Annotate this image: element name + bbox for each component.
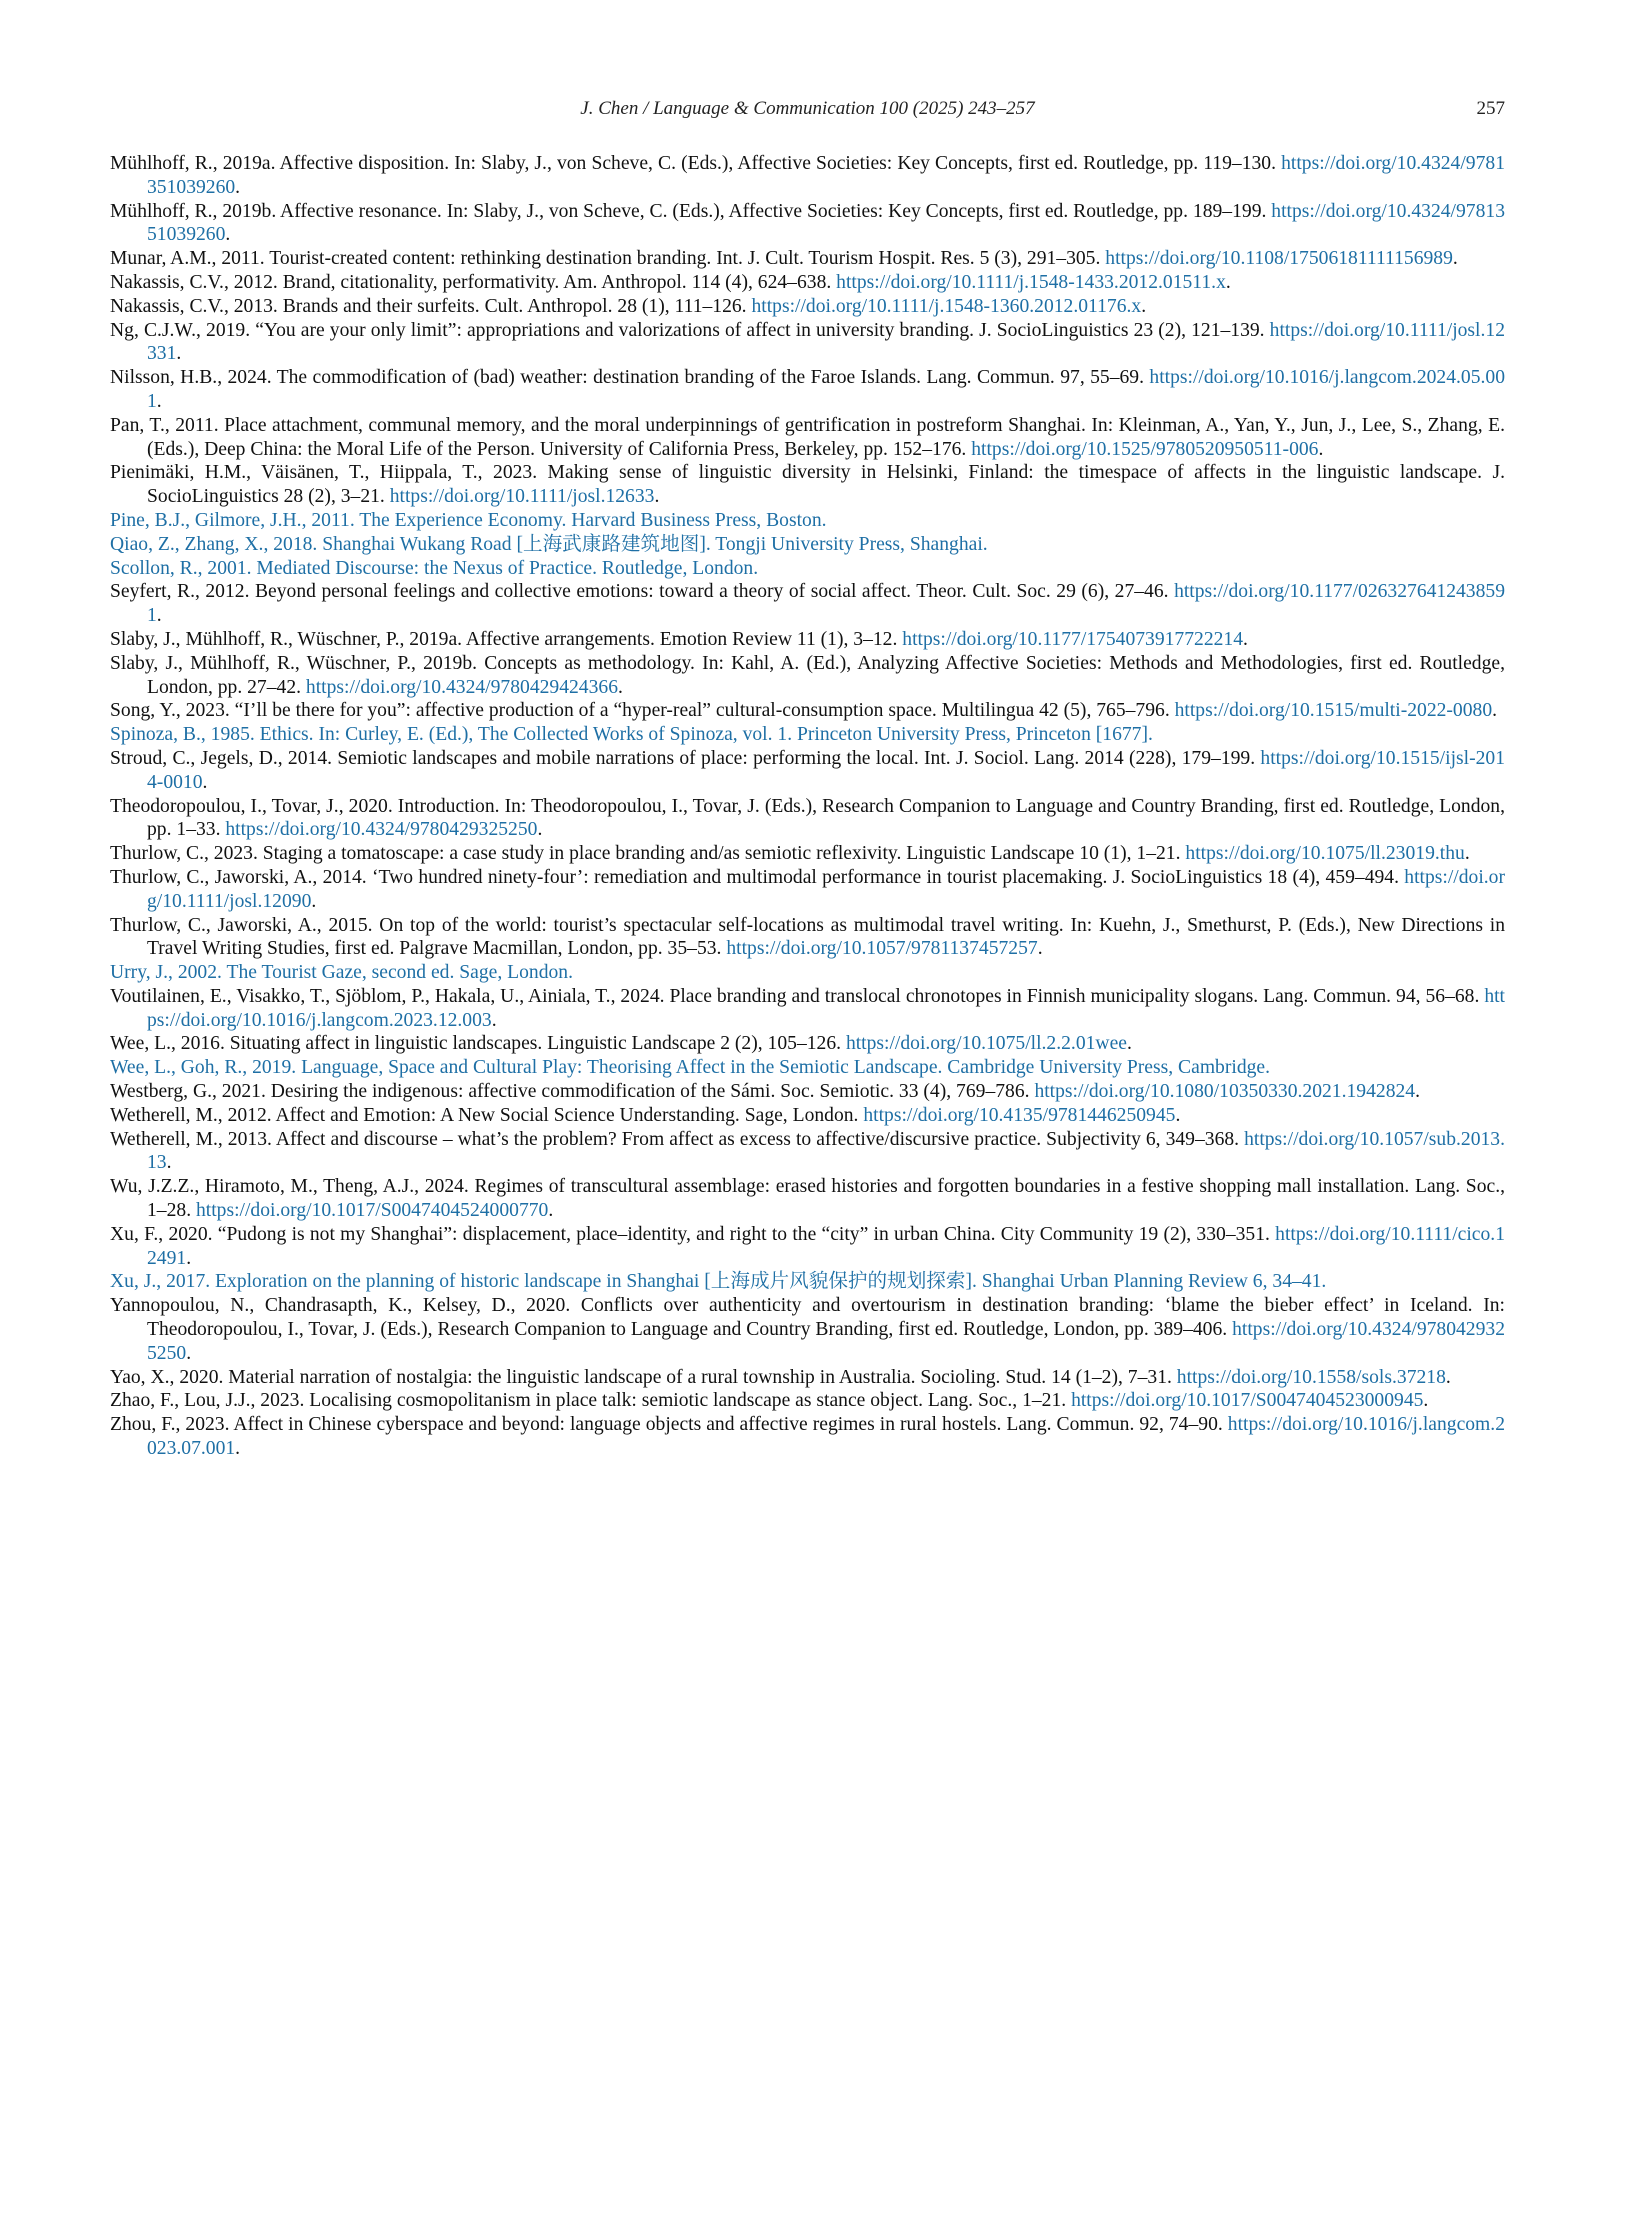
reference-end-punctuation: . xyxy=(235,176,241,198)
reference-end-punctuation: . xyxy=(1175,1104,1181,1126)
doi-link[interactable]: https://doi.org/10.1111/j.1548-1433.2012.01511.x xyxy=(836,271,1226,293)
reference-end-punctuation: . xyxy=(1464,843,1470,865)
reference-text: Wetherell, M., 2012. Affect and Emotion: A New Social Science Understanding. Sage, London. xyxy=(110,1104,864,1126)
reference-end-punctuation: . xyxy=(1225,271,1231,293)
doi-link[interactable]: https://doi.org/10.1525/9780520950511-006 xyxy=(971,438,1319,460)
reference-text: Munar, A.M., 2011. Tourist-created content: rethinking destination branding. Int. J. Cult. Tourism Hospit. Res. 5 (3), 291–305. xyxy=(110,248,1106,270)
reference-text: Theodoropoulou, I., Tovar, J., 2020. Introduction. In: Theodoropoulou, I., Tovar, J. (Eds.), Research Companion to Language and Country Branding, first ed. Routledge, London, pp. 1–33. xyxy=(110,795,1505,841)
reference-end-punctuation: . xyxy=(548,1200,554,1222)
doi-link[interactable]: https://doi.org/10.1177/0263276412438591 xyxy=(147,581,1505,627)
reference-entry[interactable] xyxy=(110,723,1505,747)
reference-entry xyxy=(110,200,1505,248)
doi-link[interactable]: https://doi.org/10.1111/josl.12090 xyxy=(147,866,1505,912)
doi-link[interactable]: https://doi.org/10.1057/sub.2013.13 xyxy=(147,1128,1505,1174)
reference-entry[interactable] xyxy=(110,961,1505,985)
reference-entry xyxy=(110,414,1505,462)
reference-text: Pine, B.J., Gilmore, J.H., 2011. The Experience Economy. Harvard Business Press, Boston. xyxy=(110,509,827,531)
reference-entry xyxy=(110,1294,1505,1365)
reference-end-punctuation: . xyxy=(1126,1033,1132,1055)
reference-text: Zhao, F., Lou, J.J., 2023. Localising cosmopolitanism in place talk: semiotic landscape as stance object. Lang. Soc., 1–21. xyxy=(110,1390,1072,1412)
reference-entry xyxy=(110,1175,1505,1223)
reference-end-punctuation: . xyxy=(186,1247,192,1269)
reference-text: Yannopoulou, N., Chandrasapth, K., Kelsey, D., 2020. Conflicts over authenticity and overtourism in destination branding: ‘blame the bieber effect’ in Iceland. In: Theodoropoulou, I., Tovar, J. (Eds.), Research Companion to Language and Country Branding, first ed. Routledge, London, pp. 389–406. xyxy=(110,1295,1505,1341)
reference-text: Thurlow, C., 2023. Staging a tomatoscape: a case study in place branding and/as semiotic reflexivity. Linguistic Landscape 10 (1), 1–21. xyxy=(110,843,1186,865)
reference-entry xyxy=(110,319,1505,367)
reference-end-punctuation: . xyxy=(311,890,317,912)
doi-link[interactable]: https://doi.org/10.1177/1754073917722214 xyxy=(902,628,1244,650)
reference-end-punctuation: . xyxy=(156,390,162,412)
reference-text: Spinoza, B., 1985. Ethics. In: Curley, E. (Ed.), The Collected Works of Spinoza, vol. 1. Princeton University Press, Princeton [1677]. xyxy=(110,724,1153,746)
reference-end-punctuation: . xyxy=(1423,1390,1429,1412)
reference-entry xyxy=(110,866,1505,914)
reference-text: Wu, J.Z.Z., Hiramoto, M., Theng, A.J., 2024. Regimes of transcultural assemblage: erased histories and forgotten boundaries in a festive shopping mall installation. Lang. Soc., 1–28. xyxy=(110,1176,1505,1222)
reference-text: Thurlow, C., Jaworski, A., 2014. ‘Two hundred ninety-four’: remediation and multimodal performance in tourist placemaking. J. SocioLinguistics 18 (4), 459–494. xyxy=(110,866,1405,888)
reference-entry xyxy=(110,985,1505,1033)
reference-text: Song, Y., 2023. “I’ll be there for you”: affective production of a “hyper-real” cultural-consumption space. Multilingua 42 (5), 765–796. xyxy=(110,700,1175,722)
reference-text: Zhou, F., 2023. Affect in Chinese cyberspace and beyond: language objects and affective regimes in rural hostels. Lang. Commun. 92, 74–90. xyxy=(110,1414,1228,1436)
reference-text: Nilsson, H.B., 2024. The commodification of (bad) weather: destination branding of the Faroe Islands. Lang. Commun. 97, 55–69. xyxy=(110,367,1150,389)
reference-text: Mühlhoff, R., 2019a. Affective disposition. In: Slaby, J., von Scheve, C. (Eds.), Affective Societies: Key Concepts, first ed. Routledge, pp. 119–130. xyxy=(110,153,1282,174)
reference-entry xyxy=(110,747,1505,795)
doi-link[interactable]: https://doi.org/10.4324/9780429325250 xyxy=(225,819,538,841)
reference-entry xyxy=(110,295,1505,319)
reference-end-punctuation: . xyxy=(202,771,208,793)
reference-text: Xu, J., 2017. Exploration on the planning of historic landscape in Shanghai [上海成片风貌保护的规划探索]. Shanghai Urban Planning Review 6, 34–41. xyxy=(110,1271,1327,1293)
reference-text: Scollon, R., 2001. Mediated Discourse: the Nexus of Practice. Routledge, London. xyxy=(110,557,759,579)
reference-text: Seyfert, R., 2012. Beyond personal feelings and collective emotions: toward a theory of social affect. Theor. Cult. Soc. 29 (6), 27–46. xyxy=(110,581,1175,603)
running-title: J. Chen / Language & Communication 100 (2025) 243–257 xyxy=(580,98,1035,119)
reference-text: Thurlow, C., Jaworski, A., 2015. On top of the world: tourist’s spectacular self-locations as multimodal travel writing. In: Kuehn, J., Smethurst, P. (Eds.), New Directions in Travel Writing Studies, first ed. Palgrave Macmillan, London, pp. 35–53. xyxy=(110,914,1505,960)
reference-entry xyxy=(110,1032,1505,1056)
reference-end-punctuation: . xyxy=(654,486,660,508)
doi-link[interactable]: https://doi.org/10.1111/cico.12491 xyxy=(147,1223,1505,1269)
doi-link[interactable]: https://doi.org/10.1057/9781137457257 xyxy=(726,938,1038,960)
reference-end-punctuation: . xyxy=(1318,438,1324,460)
reference-entry xyxy=(110,795,1505,843)
doi-link[interactable]: https://doi.org/10.1080/10350330.2021.1942824 xyxy=(1034,1081,1416,1103)
doi-link[interactable]: https://doi.org/10.1075/ll.2.2.01wee xyxy=(845,1033,1127,1055)
reference-end-punctuation: . xyxy=(235,1438,241,1460)
reference-text: Xu, F., 2020. “Pudong is not my Shanghai”: displacement, place–identity, and right to the “city” in urban China. City Community 19 (2), 330–351. xyxy=(110,1223,1276,1245)
reference-entry[interactable] xyxy=(110,509,1505,533)
reference-list xyxy=(110,152,1505,1461)
doi-link[interactable]: https://doi.org/10.1075/ll.23019.thu xyxy=(1185,843,1465,865)
reference-entry xyxy=(110,1389,1505,1413)
reference-text: Mühlhoff, R., 2019b. Affective resonance. In: Slaby, J., von Scheve, C. (Eds.), Affective Societies: Key Concepts, first ed. Routledge, pp. 189–199. xyxy=(110,200,1272,222)
reference-entry xyxy=(110,247,1505,271)
reference-text: Wetherell, M., 2013. Affect and discourse – what’s the problem? From affect as excess to affective/discursive practice. Subjectivity 6, 349–368. xyxy=(110,1128,1245,1150)
reference-entry xyxy=(110,1080,1505,1104)
reference-text: Nakassis, C.V., 2012. Brand, citationality, performativity. Am. Anthropol. 114 (4), 624–638. xyxy=(110,271,837,293)
reference-entry[interactable] xyxy=(110,533,1505,557)
reference-end-punctuation: . xyxy=(491,1009,497,1031)
reference-text: Wee, L., 2016. Situating affect in linguistic landscapes. Linguistic Landscape 2 (2), 105–126. xyxy=(110,1033,846,1055)
reference-end-punctuation: . xyxy=(166,1152,172,1174)
reference-entry xyxy=(110,1223,1505,1271)
reference-text: Westberg, G., 2021. Desiring the indigenous: affective commodification of the Sámi. Soc. Semiotic. 33 (4), 769–786. xyxy=(110,1081,1035,1103)
doi-link[interactable]: https://doi.org/10.1558/sols.37218 xyxy=(1176,1366,1446,1388)
doi-link[interactable]: https://doi.org/10.1515/multi-2022-0080 xyxy=(1174,700,1493,722)
reference-entry xyxy=(110,652,1505,700)
reference-entry[interactable] xyxy=(110,1270,1505,1294)
reference-end-punctuation: . xyxy=(1243,628,1248,650)
reference-entry xyxy=(110,914,1505,962)
doi-link[interactable]: https://doi.org/10.1016/j.langcom.2024.05.001 xyxy=(147,367,1505,412)
reference-text: Slaby, J., Mühlhoff, R., Wüschner, P., 2019b. Concepts as methodology. In: Kahl, A. (Ed.), Analyzing Affective Societies: Methods and Methodologies, first ed. Routledge, London, pp. 27–42. xyxy=(110,652,1505,698)
reference-entry xyxy=(110,366,1505,414)
doi-link[interactable]: https://doi.org/10.1108/17506181111156989 xyxy=(1105,248,1453,270)
doi-link[interactable]: https://doi.org/10.4324/9780429325250 xyxy=(147,1319,1505,1364)
reference-end-punctuation: . xyxy=(618,676,623,698)
reference-text: Wee, L., Goh, R., 2019. Language, Space and Cultural Play: Theorising Affect in the Semiotic Landscape. Cambridge University Press, Cambridge. xyxy=(110,1057,1271,1079)
doi-link[interactable]: https://doi.org/10.4135/9781446250945 xyxy=(863,1104,1176,1126)
doi-link[interactable]: https://doi.org/10.1111/j.1548-1360.2012.01176.x xyxy=(751,295,1142,317)
doi-link[interactable]: https://doi.org/10.1111/josl.12331 xyxy=(147,319,1505,365)
reference-text: Nakassis, C.V., 2013. Brands and their surfeits. Cult. Anthropol. 28 (1), 111–126. xyxy=(110,295,752,317)
reference-entry xyxy=(110,1104,1505,1128)
doi-link[interactable]: https://doi.org/10.4324/9781351039260 xyxy=(147,200,1505,246)
reference-text: Urry, J., 2002. The Tourist Gaze, second ed. Sage, London. xyxy=(110,962,573,984)
reference-end-punctuation: . xyxy=(1445,1366,1451,1388)
reference-entry xyxy=(110,699,1505,723)
doi-link[interactable]: https://doi.org/10.1017/S0047404523000945 xyxy=(1071,1390,1424,1412)
reference-end-punctuation: . xyxy=(1452,248,1458,270)
reference-end-punctuation: . xyxy=(1141,295,1147,317)
reference-entry[interactable] xyxy=(110,557,1505,581)
doi-link[interactable]: https://doi.org/10.4324/9780429424366 xyxy=(305,676,618,698)
reference-entry xyxy=(110,271,1505,295)
reference-text: Slaby, J., Mühlhoff, R., Wüschner, P., 2019a. Affective arrangements. Emotion Review 11 (1), 3–12. xyxy=(110,628,903,650)
reference-text: Yao, X., 2020. Material narration of nostalgia: the linguistic landscape of a rural township in Australia. Socioling. Stud. 14 (1–2), 7–31. xyxy=(110,1366,1177,1388)
doi-link[interactable]: https://doi.org/10.1016/j.langcom.2023.12.003 xyxy=(147,985,1505,1031)
reference-end-punctuation: . xyxy=(1037,938,1043,960)
doi-link[interactable]: https://doi.org/10.4324/9781351039260 xyxy=(147,153,1505,198)
doi-link[interactable]: https://doi.org/10.1515/ijsl-2014-0010 xyxy=(147,747,1505,793)
reference-end-punctuation: . xyxy=(176,343,182,365)
reference-text: Qiao, Z., Zhang, X., 2018. Shanghai Wukang Road [上海武康路建筑地图]. Tongji University Press, Shanghai. xyxy=(110,533,988,555)
doi-link[interactable]: https://doi.org/10.1111/josl.12633 xyxy=(389,486,655,508)
reference-end-punctuation: . xyxy=(1492,700,1498,722)
reference-entry xyxy=(110,1366,1505,1390)
reference-entry xyxy=(110,628,1505,652)
doi-link[interactable]: https://doi.org/10.1017/S0047404524000770 xyxy=(195,1200,549,1222)
reference-text: Pan, T., 2011. Place attachment, communal memory, and the moral underpinnings of gentrification in postreform Shanghai. In: Kleinman, A., Yan, Y., Jun, J., Lee, S., Zhang, E. (Eds.), Deep China: the Moral Life of the Person. University of California Press, Berkeley, pp. 152–176. xyxy=(110,414,1505,460)
reference-text: Ng, C.J.W., 2019. “You are your only limit”: appropriations and valorizations of affect in university branding. J. SocioLinguistics 23 (2), 121–139. xyxy=(110,319,1270,341)
reference-end-punctuation: . xyxy=(537,819,543,841)
reference-entry xyxy=(110,842,1505,866)
reference-end-punctuation: . xyxy=(1415,1081,1420,1103)
reference-end-punctuation: . xyxy=(156,605,162,627)
reference-end-punctuation: . xyxy=(225,224,231,246)
reference-text: Pienimäki, H.M., Väisänen, T., Hiippala, T., 2023. Making sense of linguistic diversity in Helsinki, Finland: the timespace of affects in the linguistic landscape. J. SocioLinguistics 28 (2), 3–21. xyxy=(110,462,1505,508)
reference-entry[interactable] xyxy=(110,1056,1505,1080)
reference-end-punctuation: . xyxy=(186,1342,192,1364)
reference-text: Voutilainen, E., Visakko, T., Sjöblom, P., Hakala, U., Ainiala, T., 2024. Place branding and translocal chronotopes in Finnish municipality slogans. Lang. Commun. 94, 56–68. xyxy=(110,985,1485,1007)
reference-entry xyxy=(110,1413,1505,1461)
reference-entry xyxy=(110,580,1505,628)
reference-entry xyxy=(110,152,1505,200)
running-head xyxy=(110,98,1505,124)
reference-entry xyxy=(110,1128,1505,1176)
reference-entry xyxy=(110,461,1505,509)
reference-text: Stroud, C., Jegels, D., 2014. Semiotic landscapes and mobile narrations of place: performing the local. Int. J. Sociol. Lang. 2014 (228), 179–199. xyxy=(110,747,1261,769)
doi-link[interactable]: https://doi.org/10.1016/j.langcom.2023.07.001 xyxy=(147,1414,1505,1460)
page-number: 257 xyxy=(1476,98,1505,119)
